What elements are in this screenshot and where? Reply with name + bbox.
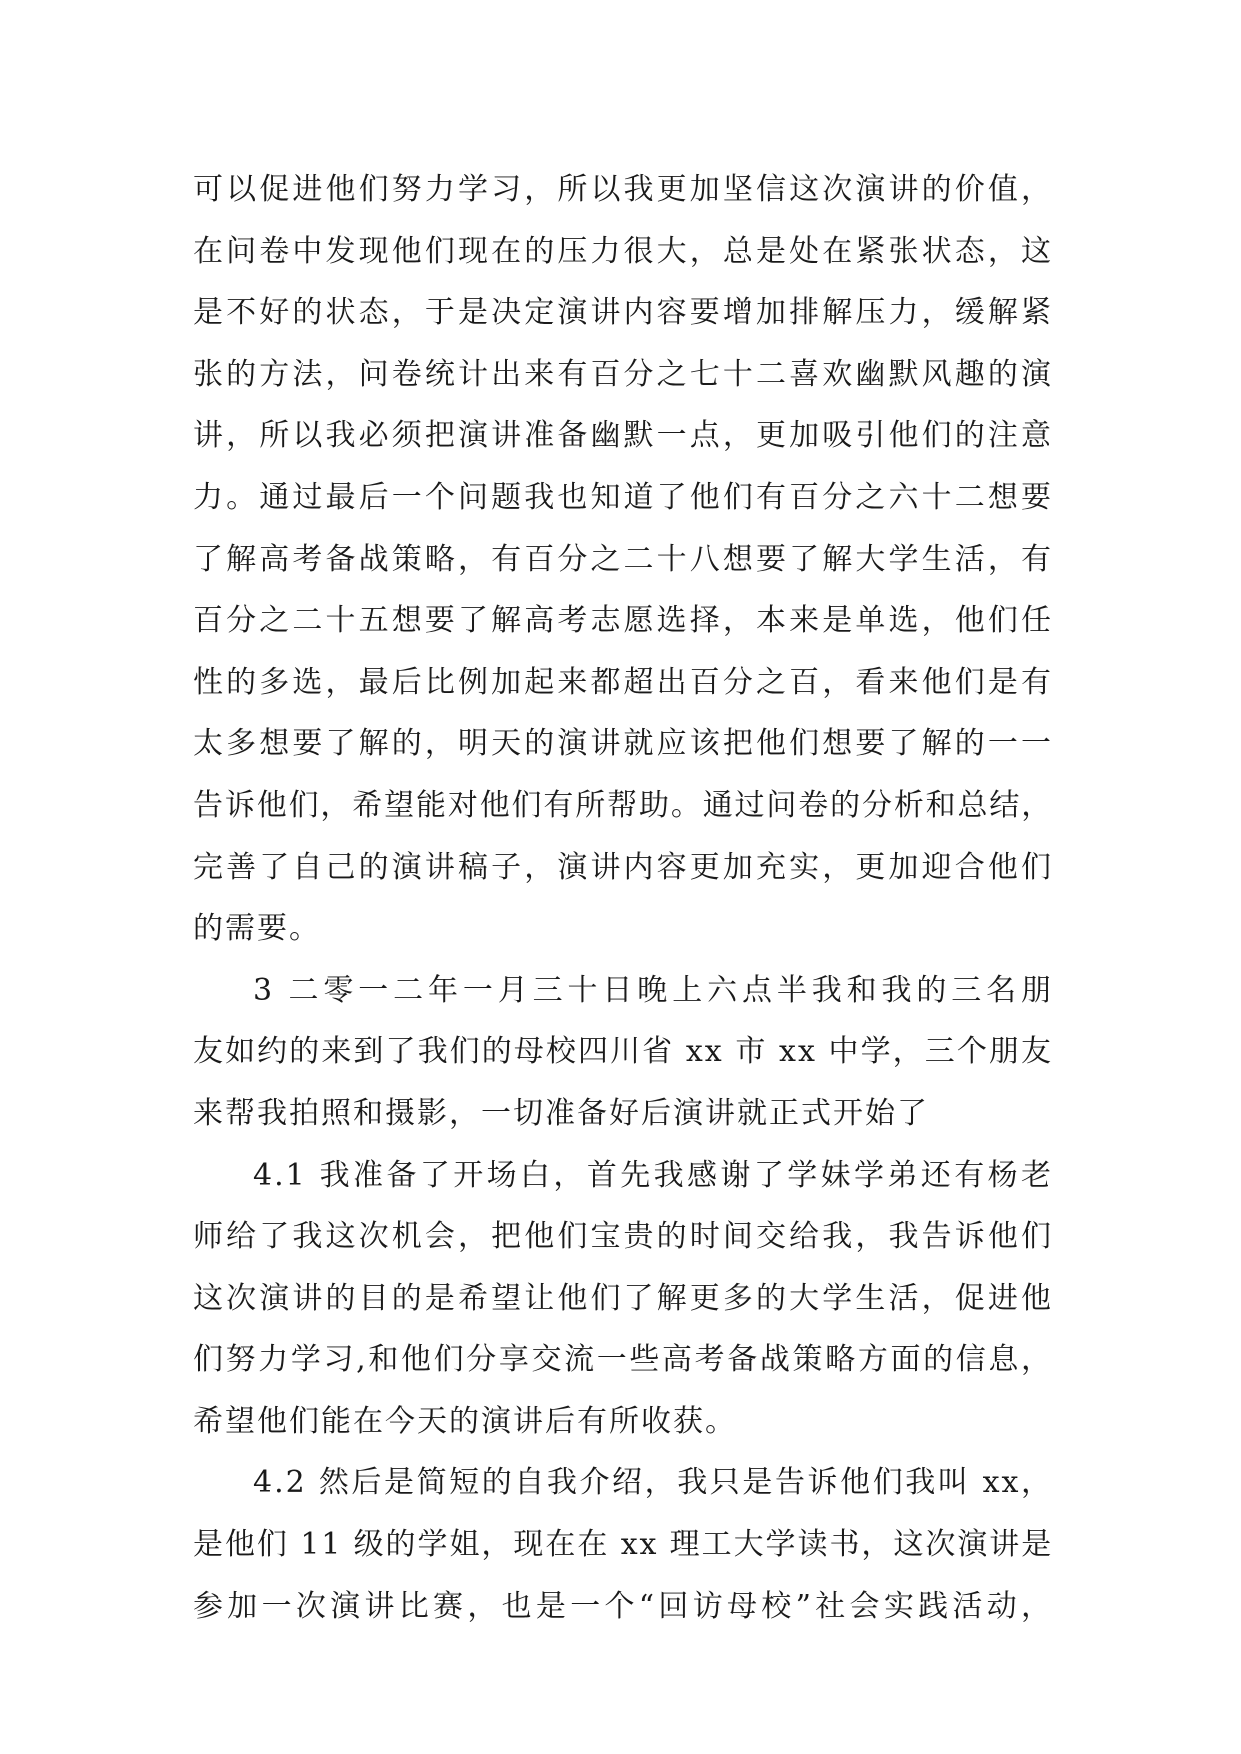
- text-line: 完善了自己的演讲稿子，演讲内容更加充实，更加迎合他们: [193, 849, 1053, 885]
- text-line: 3 二零一二年一月三十日晚上六点半我和我的三名朋: [253, 972, 1053, 1008]
- text-line: 这次演讲的目的是希望让他们了解更多的大学生活，促进他: [193, 1280, 1053, 1316]
- body-text: [193, 159, 1053, 1637]
- text-line: 力。通过最后一个问题我也知道了他们有百分之六十二想要: [193, 479, 1053, 515]
- text-line: 太多想要了解的，明天的演讲就应该把他们想要了解的一一: [193, 726, 1053, 762]
- text-line: 是他们 11 级的学姐，现在在 xx 理工大学读书，这次演讲是: [193, 1527, 1053, 1563]
- text-line: 4.2 然后是简短的自我介绍，我只是告诉他们我叫 xx，: [253, 1465, 1053, 1501]
- text-line: 告诉他们，希望能对他们有所帮助。通过问卷的分析和总结，: [193, 787, 1053, 823]
- text-line: 们努力学习,和他们分享交流一些高考备战策略方面的信息，: [193, 1342, 1053, 1378]
- text-line: 希望他们能在今天的演讲后有所收获。: [193, 1403, 737, 1439]
- text-line: 讲，所以我必须把演讲准备幽默一点，更加吸引他们的注意: [193, 418, 1053, 454]
- text-line: 的需要。: [193, 911, 321, 947]
- text-line: 了解高考备战策略，有百分之二十八想要了解大学生活，有: [193, 541, 1053, 577]
- text-line: 张的方法，问卷统计出来有百分之七十二喜欢幽默风趣的演: [193, 356, 1053, 392]
- text-line: 是不好的状态，于是决定演讲内容要增加排解压力，缓解紧: [193, 295, 1053, 331]
- text-line: 来帮我拍照和摄影，一切准备好后演讲就正式开始了: [193, 1095, 929, 1131]
- text-line: 4.1 我准备了开场白，首先我感谢了学妹学弟还有杨老: [253, 1157, 1053, 1193]
- text-line: 友如约的来到了我们的母校四川省 xx 市 xx 中学，三个朋友: [193, 1034, 1053, 1070]
- text-line: 在问卷中发现他们现在的压力很大，总是处在紧张状态，这: [193, 233, 1053, 269]
- text-line: 师给了我这次机会，把他们宝贵的时间交给我，我告诉他们: [193, 1219, 1053, 1255]
- text-line: 可以促进他们努力学习，所以我更加坚信这次演讲的价值，: [193, 172, 1053, 207]
- text-line: 性的多选，最后比例加起来都超出百分之百，看来他们是有: [193, 664, 1053, 700]
- text-line: 参加一次演讲比赛，也是一个“回访母校”社会实践活动，: [193, 1588, 1053, 1624]
- text-line: 百分之二十五想要了解高考志愿选择，本来是单选，他们任: [193, 603, 1053, 639]
